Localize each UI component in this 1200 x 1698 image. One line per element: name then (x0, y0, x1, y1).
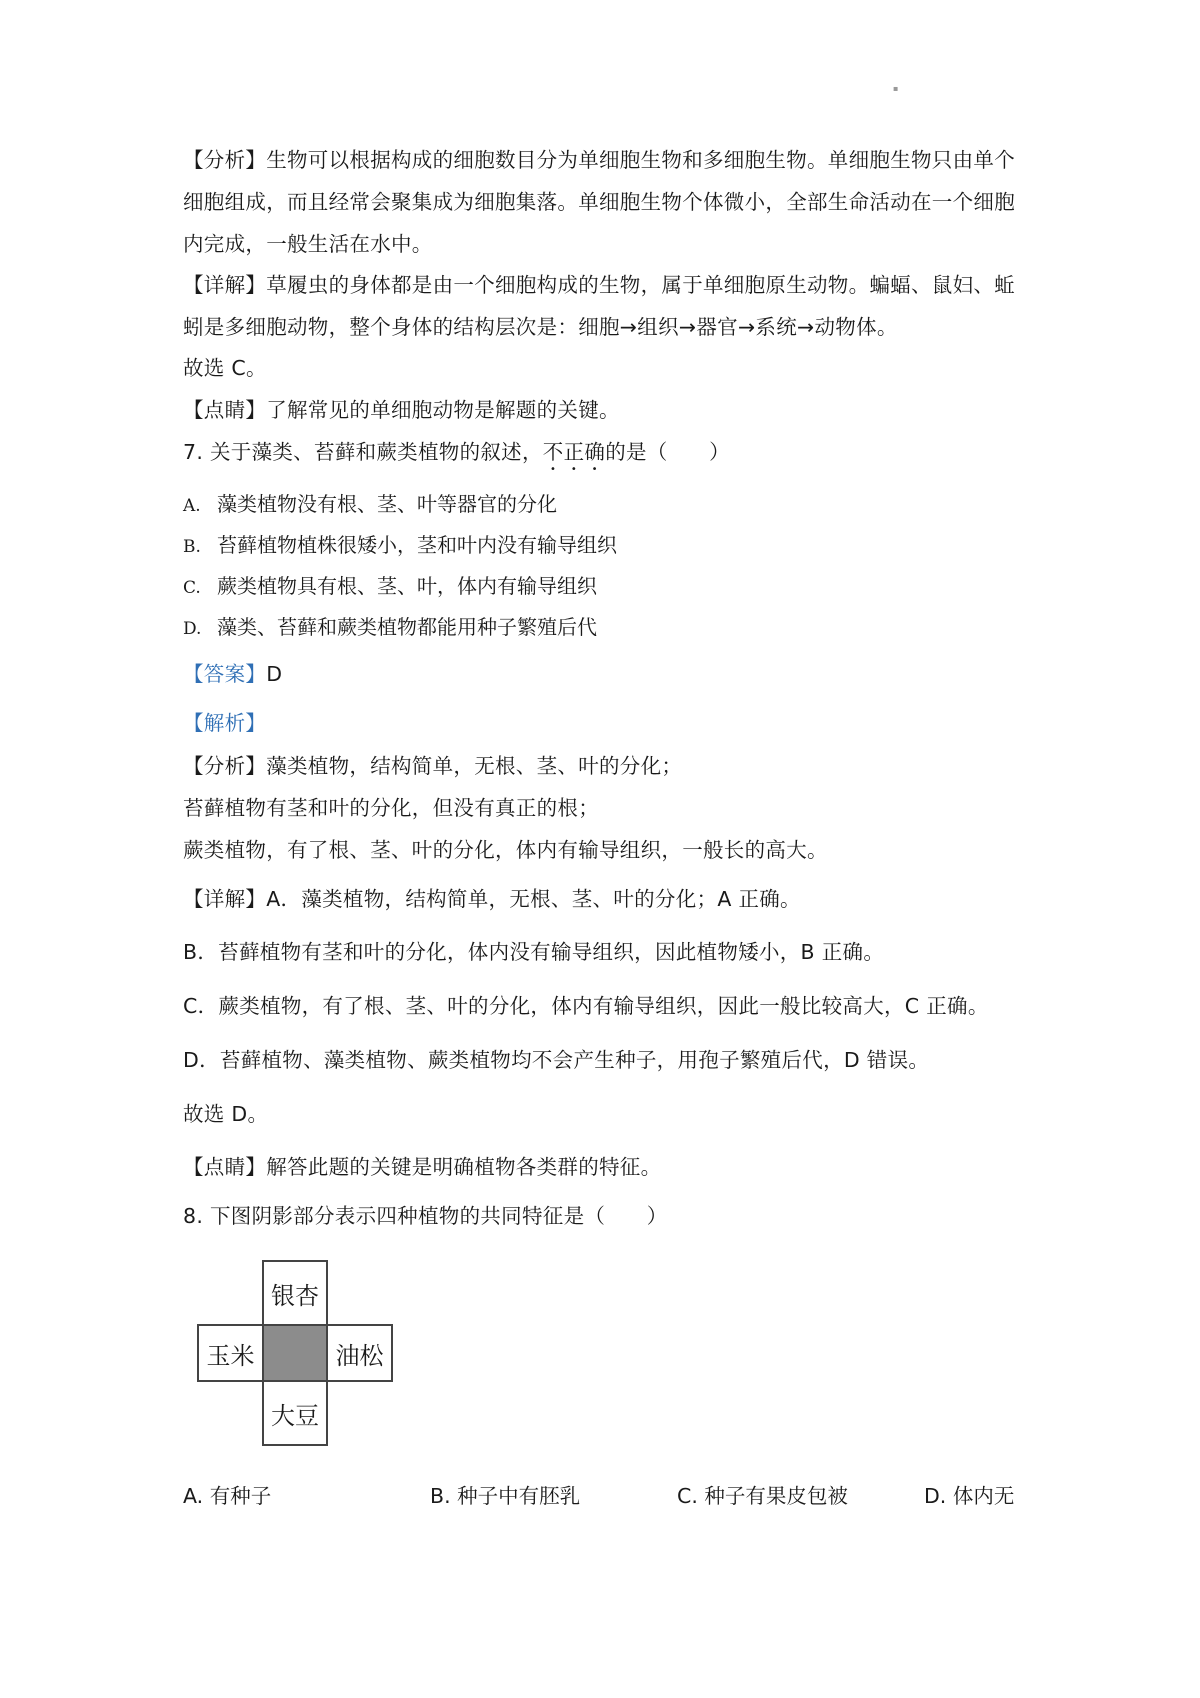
option-text: 藻类、苔藓和蕨类植物都能用种子繁殖后代 (217, 615, 597, 639)
option-label: C. (677, 1484, 698, 1508)
q6-analysis-line-2: 细胞组成，而且经常会聚集成为细胞集落。单细胞生物个体微小，全部生命活动在一个细胞 (183, 190, 1015, 214)
q7-detail-a: 【详解】A．藻类植物，结构简单，无根、茎、叶的分化；A 正确。 (183, 887, 801, 911)
diagram-cell-bottom: 大豆 (262, 1380, 328, 1446)
q7-stem-emphasis: 不正确 (542, 440, 606, 464)
q7-option-b (183, 530, 617, 562)
q8-option-c (677, 1481, 848, 1511)
option-text: 种子中有胚乳 (457, 1484, 581, 1508)
q6-analysis-line-1: 【分析】生物可以根据构成的细胞数目分为单细胞生物和多细胞生物。单细胞生物只由单个 (183, 148, 1015, 172)
option-label: B. (430, 1484, 451, 1508)
q7-analysis-line-2: 苔藓植物有茎和叶的分化，但没有真正的根； (183, 796, 599, 820)
option-label: C. (183, 578, 201, 598)
stray-dot: ▪ (893, 84, 899, 93)
q7-stem (183, 437, 730, 475)
q6-detail-line-2: 蚓是多细胞动物，整个身体的结构层次是：细胞→组织→器官→系统→动物体。 (183, 315, 898, 339)
option-text: 体内无 (952, 1484, 1015, 1508)
option-label: A. (183, 1484, 204, 1508)
q8-option-b (430, 1481, 580, 1511)
q8-stem: 8. 下图阴影部分表示四种植物的共同特征是（ ） (183, 1204, 668, 1228)
option-label: B. (183, 537, 201, 557)
option-text: 藻类植物没有根、茎、叶等器官的分化 (217, 492, 557, 516)
answer-tag: 【答案】 (183, 662, 267, 686)
q6-choose: 故选 C。 (183, 356, 267, 380)
q7-answer (183, 659, 282, 689)
q7-analysis-line-1: 【分析】藻类植物，结构简单，无根、茎、叶的分化； (183, 754, 683, 778)
diagram-cell-top: 银杏 (262, 1260, 328, 1326)
diagram-cell-right: 油松 (326, 1324, 393, 1382)
q6-analysis-line-3: 内完成，一般生活在水中。 (183, 232, 433, 256)
q7-detail-c: C．蕨类植物，有了根、茎、叶的分化，体内有输导组织，因此一般比较高大，C 正确。 (183, 994, 989, 1018)
option-label: D. (183, 619, 202, 639)
q7-option-c (183, 571, 597, 603)
option-text: 有种子 (209, 1484, 272, 1508)
option-label: D. (924, 1484, 947, 1508)
q7-stem-pre: 7. 关于藻类、苔藓和蕨类植物的叙述， (183, 440, 543, 464)
diagram-shaded-center (264, 1326, 326, 1380)
option-text: 种子有果皮包被 (704, 1484, 848, 1508)
q8-option-a (183, 1481, 271, 1511)
q7-detail-d: D．苔藓植物、藻类植物、蕨类植物均不会产生种子，用孢子繁殖后代，D 错误。 (183, 1048, 930, 1072)
diagram-cell-left: 玉米 (197, 1324, 264, 1382)
q7-stem-post: 的是（ ） (605, 440, 730, 464)
q6-detail-line-1: 【详解】草履虫的身体都是由一个细胞构成的生物，属于单细胞原生动物。蝙蝠、鼠妇、蚯 (183, 273, 1015, 297)
q7-point: 【点睛】解答此题的关键是明确植物各类群的特征。 (183, 1155, 662, 1179)
q7-option-a (183, 489, 557, 521)
option-label: A. (183, 496, 201, 516)
q6-point: 【点睛】了解常见的单细胞动物是解题的关键。 (183, 398, 620, 422)
q7-analysis-line-3: 蕨类植物，有了根、茎、叶的分化，体内有输导组织，一般长的高大。 (183, 838, 828, 862)
option-text: 蕨类植物具有根、茎、叶，体内有输导组织 (217, 574, 597, 598)
q7-analysis-tag: 【解析】 (183, 711, 267, 735)
option-text: 苔藓植物植株很矮小，茎和叶内没有输导组织 (217, 533, 617, 557)
q8-option-d (924, 1481, 1014, 1511)
q7-choose: 故选 D。 (183, 1102, 269, 1126)
q7-option-d (183, 612, 597, 644)
q7-detail-b: B．苔藓植物有茎和叶的分化，体内没有输导组织，因此植物矮小，B 正确。 (183, 940, 885, 964)
answer-value: D (266, 662, 283, 686)
